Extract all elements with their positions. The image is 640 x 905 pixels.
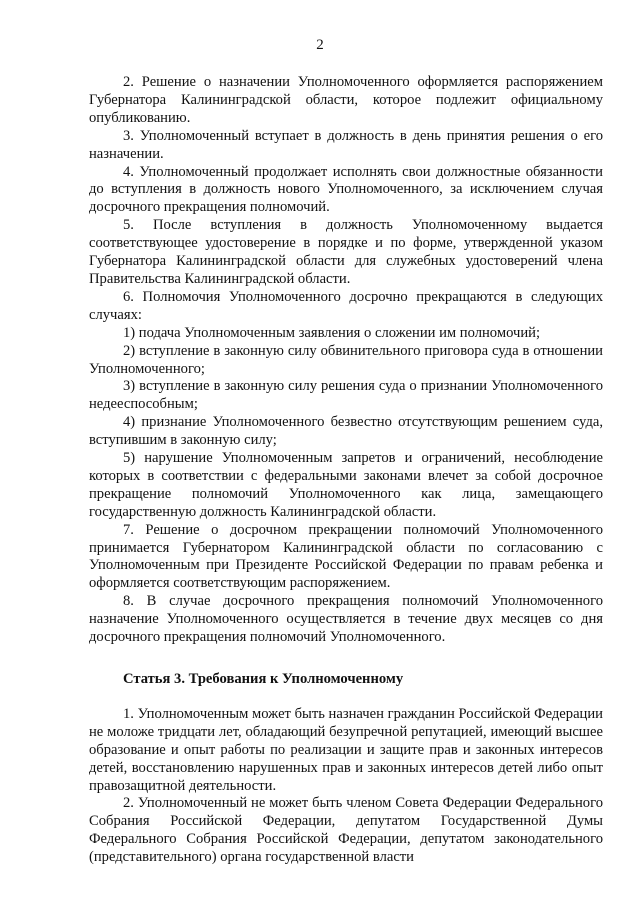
paragraph-2-5: 5. После вступления в должность Уполномоченному выдается соответствующее удостоверение в порядке и по форме, утвержденной указом Губернатора Калининградской области для служебных удостоверений члена Правительства Калининградской области. xyxy=(89,217,603,287)
list-item-6-4: 4) признание Уполномоченного безвестно отсутствующим решением суда, вступившим в законную силу; xyxy=(89,414,603,449)
list-item-6-3: 3) вступление в законную силу решения суда о признании Уполномоченного недееспособным; xyxy=(89,378,603,413)
article-3-heading: Статья 3. Требования к Уполномоченному xyxy=(123,671,404,687)
list-item-6-5: 5) нарушение Уполномоченным запретов и ограничений, несоблюдение которых в соответствии с федеральными законами влечет за собой досрочное прекращение полномочий Уполномоченного как лица, замещающего государственную должность Калининградской области. xyxy=(89,450,603,520)
paragraph-2-2: 2. Решение о назначении Уполномоченного оформляется распоряжением Губернатора Калининградской области, которое подлежит официальному опубликованию. xyxy=(89,74,603,126)
paragraph-2-6: 6. Полномочия Уполномоченного досрочно прекращаются в следующих случаях: xyxy=(89,288,603,323)
paragraph-2-4: 4. Уполномоченный продолжает исполнять свои должностные обязанности до вступления в должность нового Уполномоченного, за исключением случая досрочного прекращения полномочий. xyxy=(89,163,603,216)
page-number: 2 xyxy=(316,37,324,53)
paragraph-2-3: 3. Уполномоченный вступает в должность в день принятия решения о его назначении. xyxy=(89,127,603,162)
paragraph-3-2: 2. Уполномоченный не может быть членом Совета Федерации Федерального Собрания Российской Федерации, депутатом Государственной Думы Федерального Собрания Российской Федерации, депутатом законодательного (представительного) органа государственной власти xyxy=(89,795,603,866)
list-item-6-1: 1) подача Уполномоченным заявления о сложении им полномочий; xyxy=(123,324,540,341)
list-item-6-2: 2) вступление в законную силу обвинительного приговора суда в отношении Уполномоченного; xyxy=(89,342,603,377)
paragraph-3-1: 1. Уполномоченным может быть назначен гражданин Российской Федерации не моложе тридцати лет, обладающий безупречной репутацией, имеющий высшее образование и опыт работы по реализации и защите прав и законных интересов детей, восстановлению нарушенных прав и законных интересов детей либо опыт правозащитной деятельности. xyxy=(89,705,603,794)
paragraph-2-8: 8. В случае досрочного прекращения полномочий Уполномоченного назначение Уполномоченного осуществляется в течение двух месяцев со дня досрочного прекращения полномочий Уполномоченного. xyxy=(89,593,603,646)
paragraph-2-7: 7. Решение о досрочном прекращении полномочий Уполномоченного принимается Губернатором Калининградской области по согласованию с Уполномоченным при Президенте Российской Федерации по правам ребенка и оформляется соответствующим распоряжением. xyxy=(89,521,603,592)
